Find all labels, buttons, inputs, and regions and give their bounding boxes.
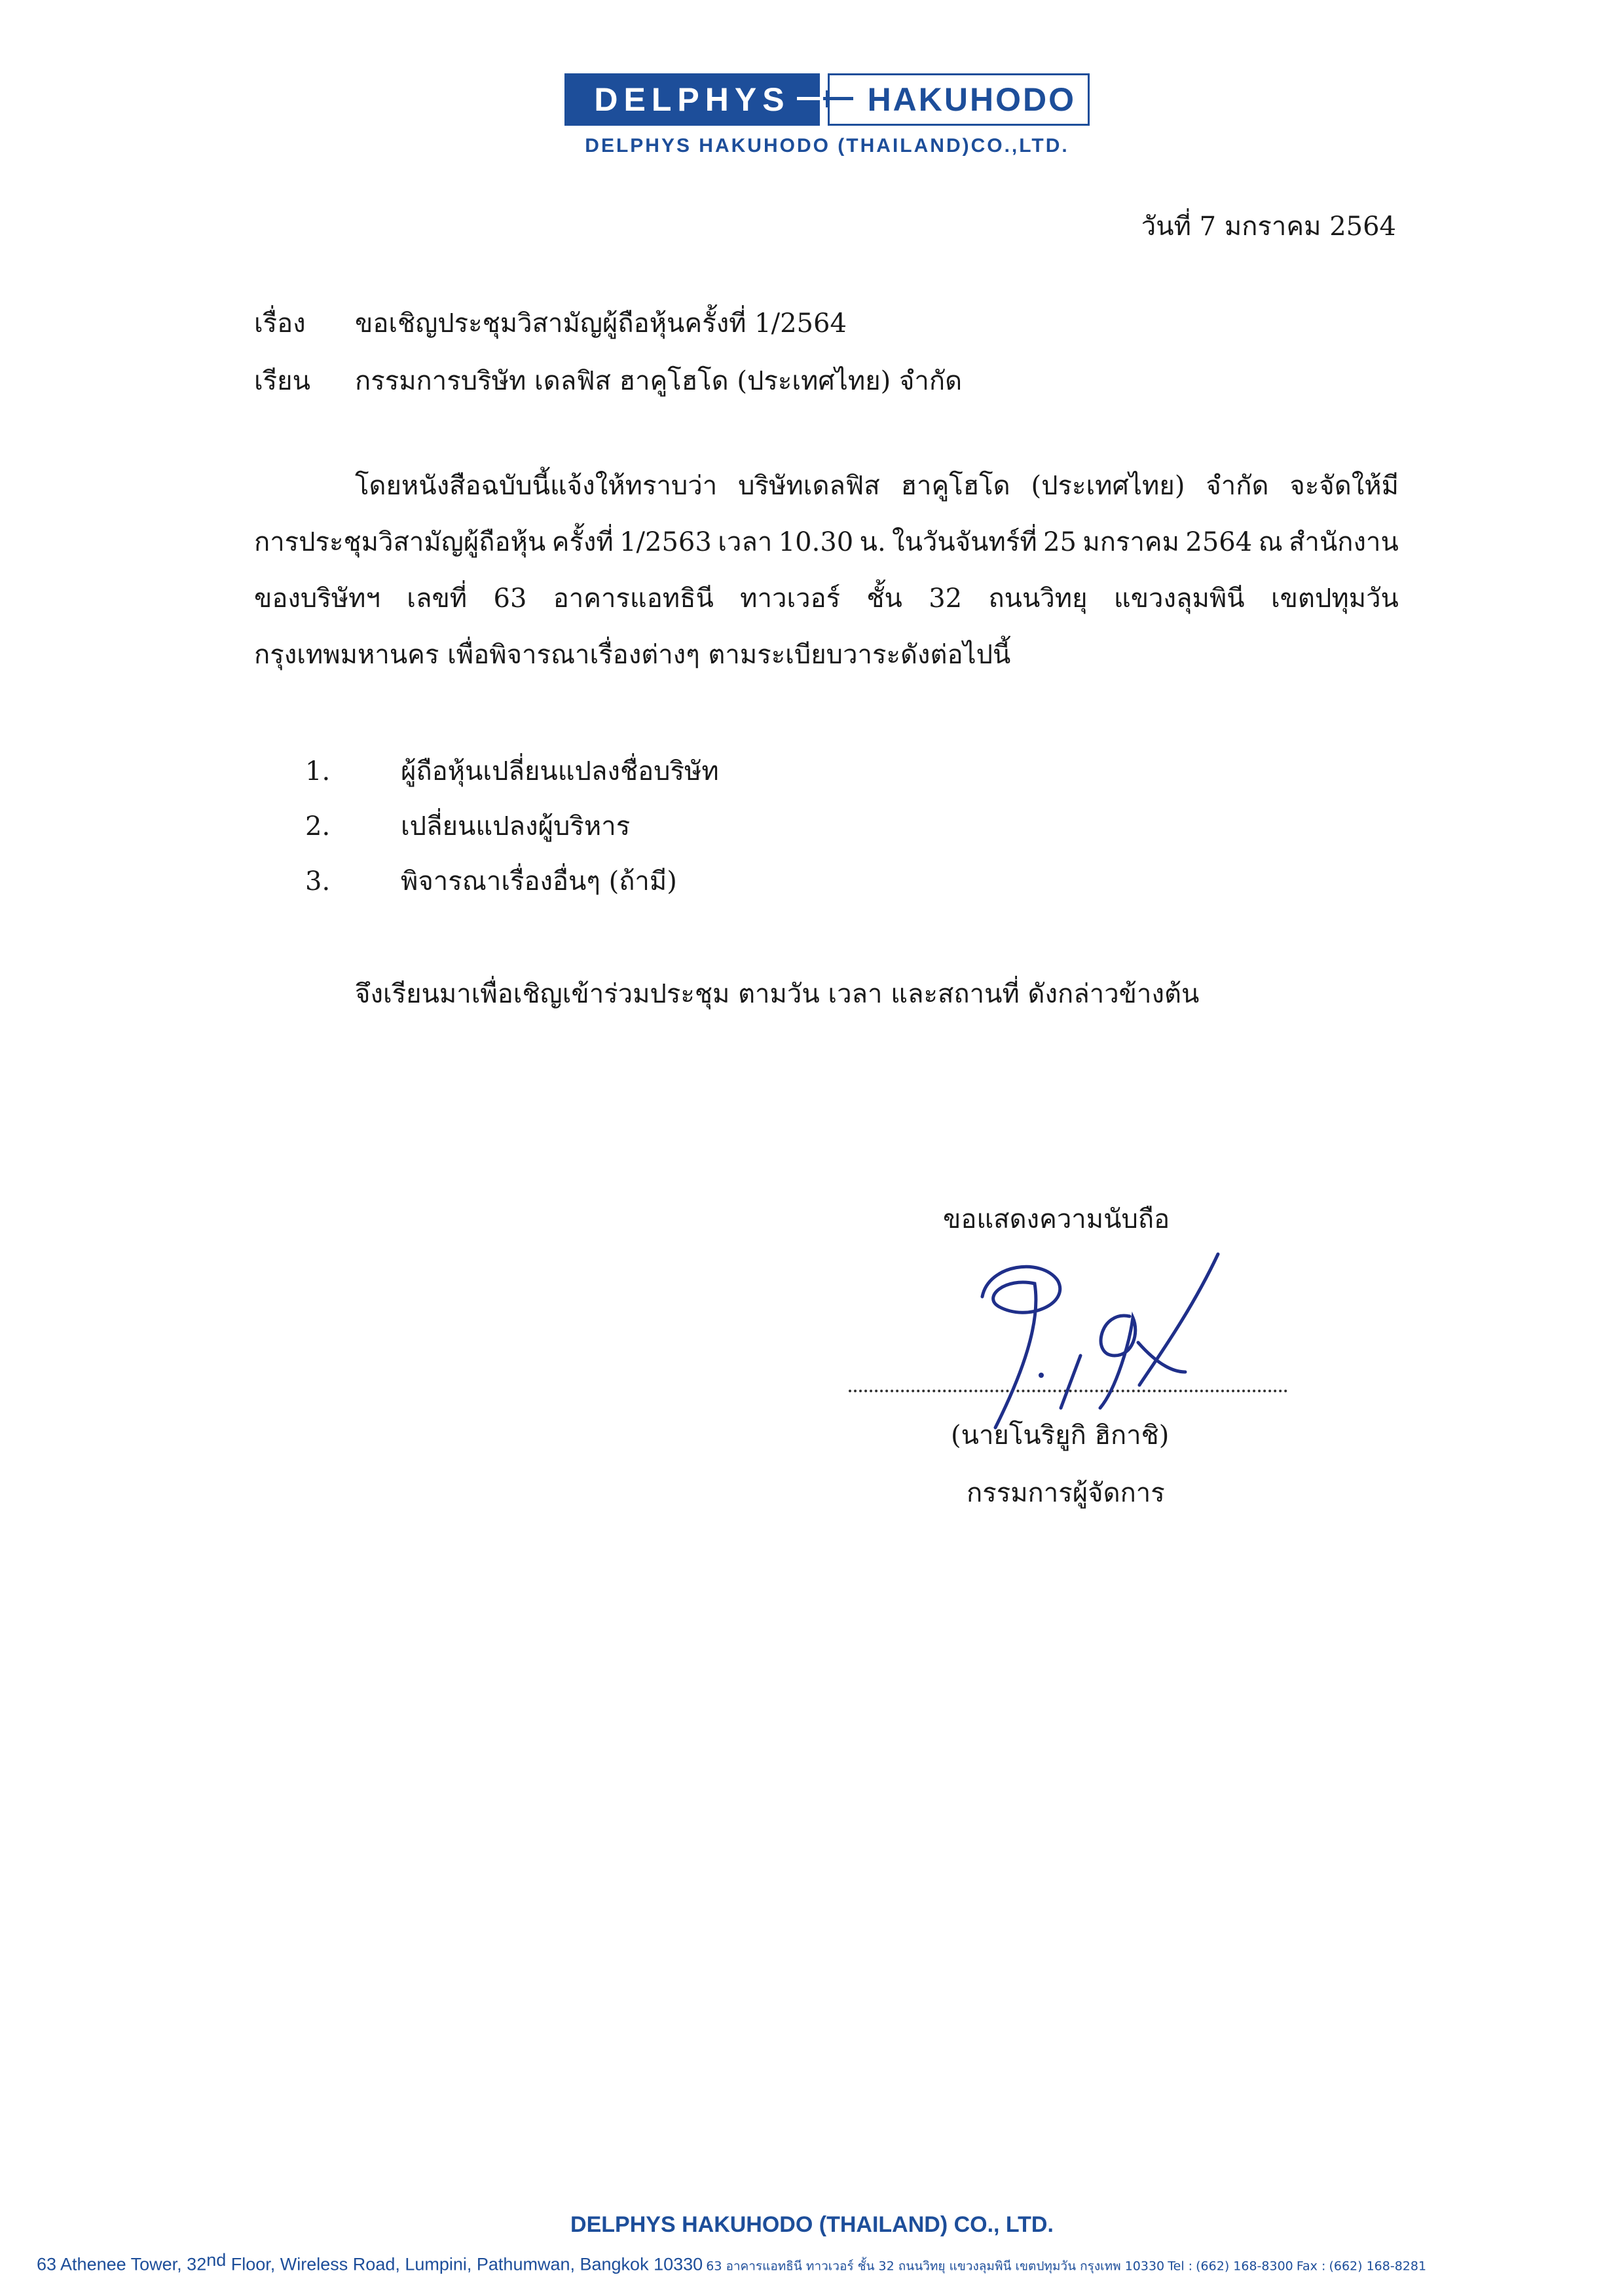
handwritten-signature (943, 1244, 1244, 1434)
subject-text: ขอเชิญประชุมวิสามัญผู้ถือหุ้นครั้งที่ 1/2564 (355, 308, 847, 339)
agenda-text: ผู้ถือหุ้นเปลี่ยนแปลงชื่อบริษัท (401, 756, 719, 787)
footer-tel-label: Tel : (1168, 2259, 1193, 2274)
signatory-title: กรรมการผู้จัดการ (967, 1478, 1165, 1508)
footer-company-name: DELPHYS HAKUHODO (THAILAND) CO., LTD. (570, 2212, 1054, 2237)
subject-label: เรื่อง (254, 308, 306, 339)
body-word: อาคารแอทธินี (553, 583, 714, 614)
company-name-line: DELPHYS HAKUHODO (THAILAND)CO.,LTD. (585, 135, 1069, 157)
body-word: ถนนวิทยุ (988, 583, 1088, 614)
logo-brand-right (828, 73, 1090, 126)
body-word: จำกัด (1206, 471, 1269, 501)
closing-sentence: จึงเรียนมาเพื่อเชิญเข้าร่วมประชุม ตามวัน เวลา และสถานที่ ดังกล่าวข้างต้น (355, 979, 1200, 1009)
body-word: 32 (929, 583, 963, 614)
logo-connector-icon (797, 88, 856, 111)
footer-address-en-2: Floor, Wireless Road, Lumpini, Pathumwan, Bangkok 10330 (226, 2254, 703, 2274)
agenda-item (305, 866, 719, 921)
body-line (254, 639, 1399, 695)
agenda-number: 1. (305, 756, 331, 787)
body-word: สำนักงาน (1289, 527, 1399, 557)
body-word: เลขที่ (407, 583, 468, 614)
body-word: น. (859, 527, 886, 557)
body-line (254, 527, 1399, 583)
body-word: 63 (493, 583, 527, 614)
agenda-list (305, 756, 719, 921)
body-line (254, 583, 1399, 639)
body-word: กรุงเทพมหานคร เพื่อพิจารณาเรื่องต่างๆ ตามระเบียบวาระดังต่อไปนี้ (254, 640, 1011, 670)
body-line (254, 470, 1399, 527)
body-word: ครั้งที่ (551, 527, 614, 557)
body-word: ณ (1258, 527, 1283, 557)
body-word: (ประเทศไทย) (1031, 471, 1185, 501)
agenda-item (305, 811, 719, 866)
body-word: การประชุมวิสามัญผู้ถือหุ้น (254, 527, 546, 557)
body-paragraph (254, 470, 1399, 695)
agenda-text: พิจารณาเรื่องอื่นๆ (ถ้ามี) (401, 866, 677, 897)
recipient-label: เรียน (254, 366, 310, 396)
signatory-name: (นายโนริยูกิ ฮิกาชิ) (951, 1420, 1170, 1451)
body-word: ฮาคูโฮโด (900, 471, 1010, 501)
body-word: แขวงลุมพินี (1113, 583, 1245, 614)
letter-date: วันที่ 7 มกราคม 2564 (1141, 212, 1396, 242)
body-word: 1/2563 (619, 527, 712, 557)
body-word: จะจัดให้มี (1289, 471, 1399, 501)
footer-fax-label: Fax : (1296, 2259, 1326, 2274)
company-logo (564, 73, 1090, 126)
body-word: มกราคม (1082, 527, 1180, 557)
footer-tel: (662) 168-8300 (1196, 2259, 1293, 2274)
logo-brand-right-text: HAKUHODO (867, 81, 1076, 118)
body-word: บริษัทเดลฟิส (738, 471, 880, 501)
footer-address-en-sup: nd (206, 2250, 227, 2270)
body-word: 10.30 (778, 527, 854, 557)
logo-brand-left: DELPHYS (564, 73, 820, 126)
footer-address-th: 63 อาคารแอทธินี ทาวเวอร์ ชั้น 32 ถนนวิทยุ แขวงลุมพินี เขตปทุมวัน กรุงเทพ 10330 (706, 2259, 1165, 2274)
agenda-text: เปลี่ยนแปลงผู้บริหาร (401, 811, 631, 842)
body-word: ชั้น (866, 583, 902, 614)
body-word: 2564 (1185, 527, 1253, 557)
footer-fax: (662) 168-8281 (1329, 2259, 1427, 2274)
body-word: ในวันจันทร์ที่ (892, 527, 1037, 557)
regards-text: ขอแสดงความนับถือ (943, 1204, 1170, 1234)
footer-address (37, 2250, 1608, 2276)
body-word: 25 (1043, 527, 1077, 557)
agenda-number: 3. (305, 866, 331, 897)
body-word: เวลา (718, 527, 773, 557)
agenda-number: 2. (305, 811, 331, 842)
body-word: ของบริษัทฯ (254, 583, 380, 614)
body-word: เขตปทุมวัน (1270, 583, 1399, 614)
body-word: โดยหนังสือฉบับนี้แจ้งให้ทราบว่า (355, 471, 718, 501)
footer-address-en-1: 63 Athenee Tower, 32 (37, 2254, 207, 2274)
agenda-item (305, 756, 719, 811)
recipient-text: กรรมการบริษัท เดลฟิส ฮาคูโฮโด (ประเทศไทย) จำกัด (355, 366, 963, 396)
body-word: ทาวเวอร์ (740, 583, 841, 614)
